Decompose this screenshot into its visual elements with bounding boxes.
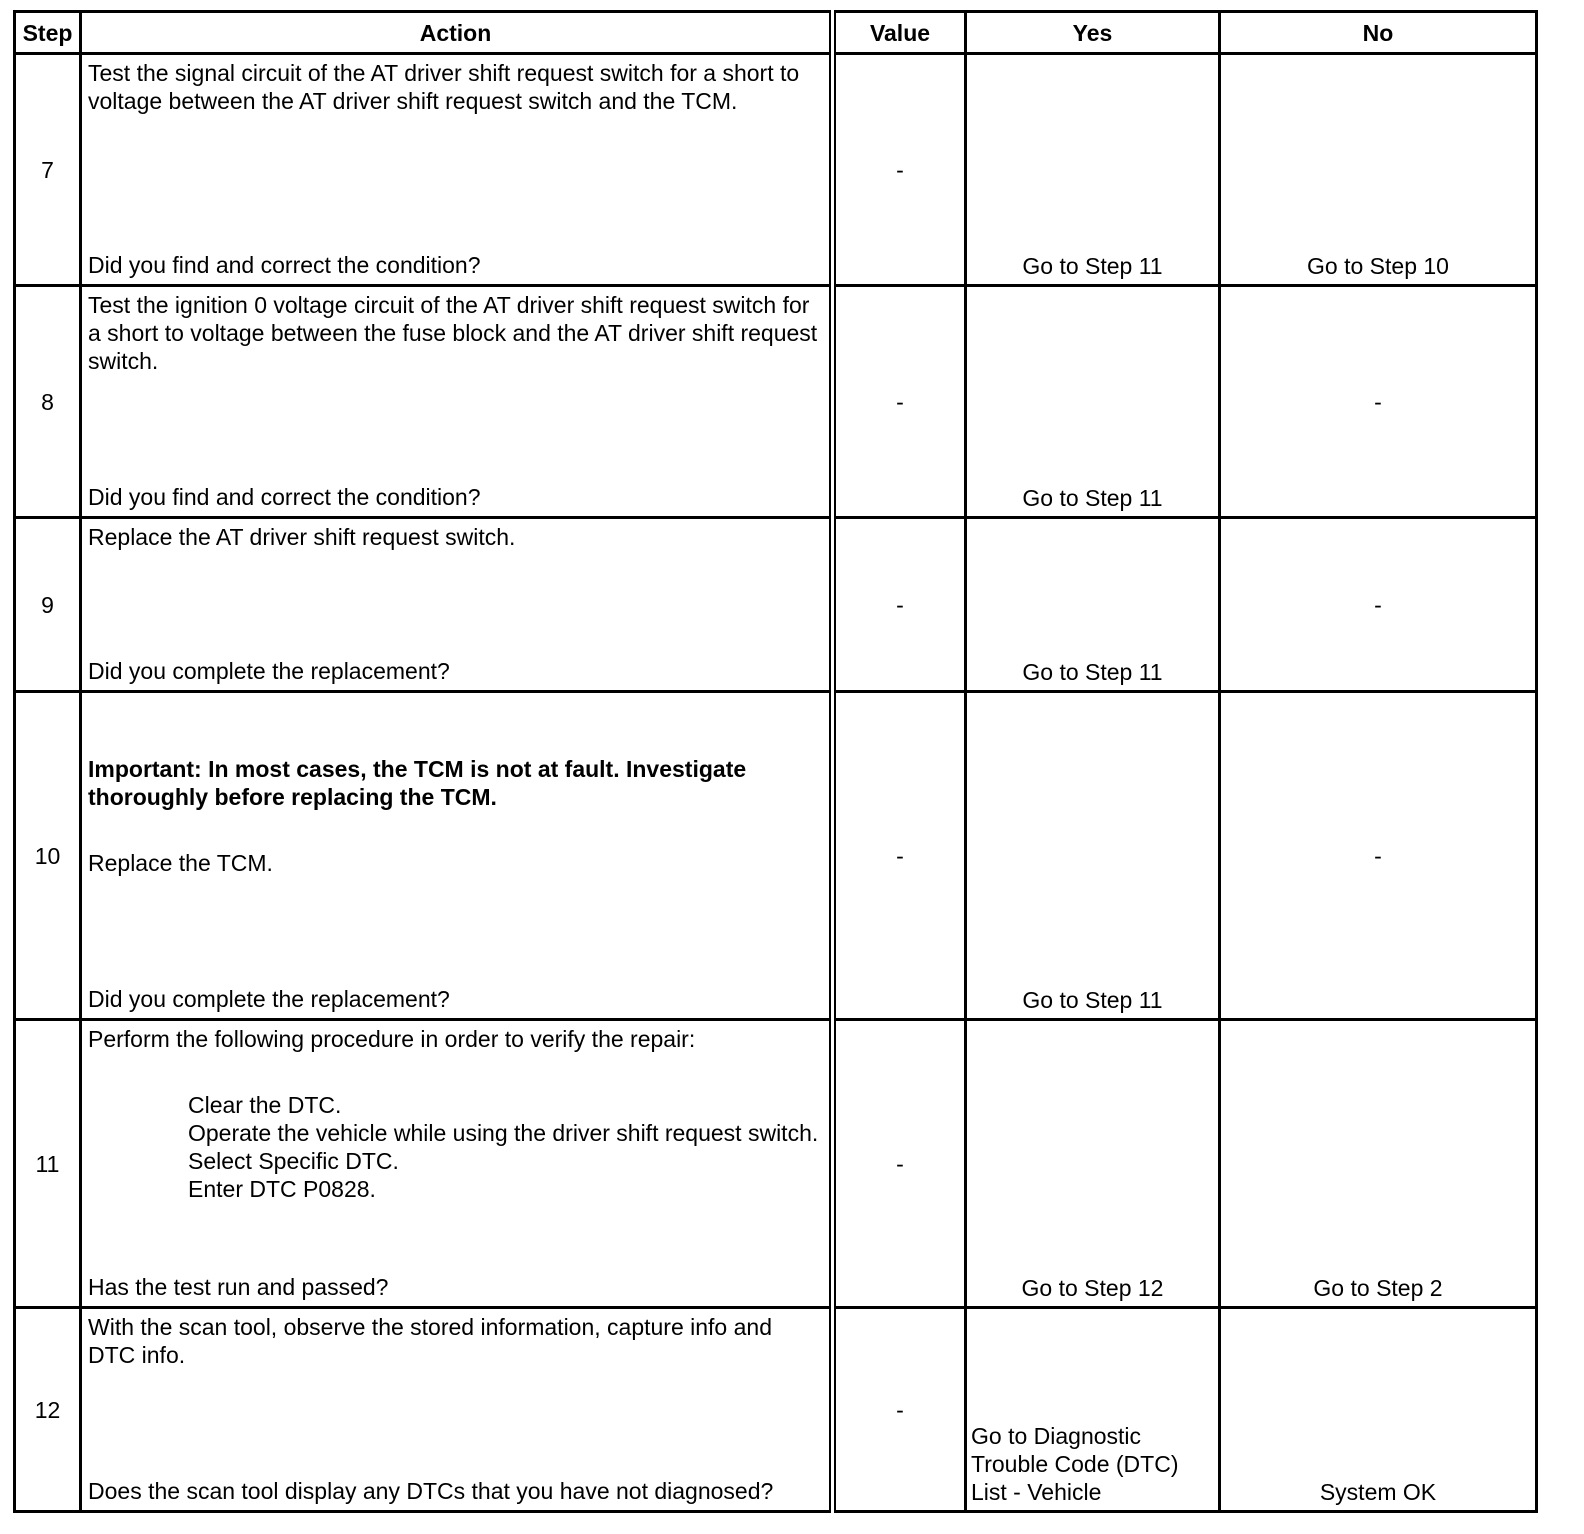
no-cell: -: [1220, 692, 1537, 1020]
no-cell: Go to Step 2: [1220, 1020, 1537, 1308]
header-value: Value: [833, 12, 966, 54]
table-row-step-7: [15, 54, 1537, 286]
yes-cell: Go to Step 11: [966, 692, 1220, 1020]
action-cell: [81, 54, 833, 286]
table-row-step-10: [15, 692, 1537, 1020]
no-cell: -: [1220, 286, 1537, 518]
value-cell: -: [833, 286, 966, 518]
no-cell: -: [1220, 518, 1537, 692]
step-number: 12: [15, 1308, 81, 1512]
value-cell: -: [833, 692, 966, 1020]
procedure-list: [88, 1091, 823, 1203]
important-note: Important: In most cases, the TCM is not at fault. Investigate thoroughly before replacing the TCM.: [88, 756, 747, 810]
action-question: Has the test run and passed?: [88, 1274, 389, 1300]
step-number: 9: [15, 518, 81, 692]
step-number: 7: [15, 54, 81, 286]
header-action: Action: [81, 12, 833, 54]
action-text: Test the signal circuit of the AT driver shift request switch for a short to voltage between the AT driver shift request switch and the TCM.: [88, 60, 800, 114]
no-cell: System OK: [1220, 1308, 1537, 1512]
value-cell: -: [833, 1020, 966, 1308]
yes-cell: Go to Step 11: [966, 286, 1220, 518]
no-cell: Go to Step 10: [1220, 54, 1537, 286]
action-text: Test the ignition 0 voltage circuit of the AT driver shift request switch for a short to voltage between the fuse block and the AT driver shift request switch.: [88, 292, 818, 374]
step-number: 8: [15, 286, 81, 518]
yes-cell: Go to Step 12: [966, 1020, 1220, 1308]
header-yes: Yes: [966, 12, 1220, 54]
action-question: Did you complete the replacement?: [88, 986, 450, 1012]
action-text: With the scan tool, observe the stored information, capture info and DTC info.: [88, 1314, 772, 1368]
action-text: Replace the TCM.: [88, 850, 273, 876]
action-text: Replace the AT driver shift request switch.: [88, 524, 516, 550]
procedure-step: Select Specific DTC.: [188, 1148, 399, 1174]
action-text: Perform the following procedure in order to verify the repair:: [88, 1026, 696, 1052]
header-no: No: [1220, 12, 1537, 54]
procedure-step: Clear the DTC.: [188, 1092, 342, 1118]
table-row-step-9: [15, 518, 1537, 692]
value-cell: -: [833, 54, 966, 286]
procedure-step: Operate the vehicle while using the driver shift request switch.: [188, 1120, 819, 1146]
yes-cell: Go to Diagnostic Trouble Code (DTC) List - Vehicle: [966, 1308, 1220, 1512]
procedure-step: Enter DTC P0828.: [188, 1176, 376, 1202]
action-question: Does the scan tool display any DTCs that you have not diagnosed?: [88, 1478, 774, 1504]
action-cell: [81, 692, 833, 1020]
action-question: Did you complete the replacement?: [88, 658, 450, 684]
table-row-step-11: [15, 1020, 1537, 1308]
action-question: Did you find and correct the condition?: [88, 252, 481, 278]
yes-cell: Go to Step 11: [966, 518, 1220, 692]
yes-cell: Go to Step 11: [966, 54, 1220, 286]
action-cell: [81, 518, 833, 692]
value-cell: -: [833, 1308, 966, 1512]
table-row-step-8: [15, 286, 1537, 518]
step-number: 10: [15, 692, 81, 1020]
action-cell: [81, 286, 833, 518]
value-cell: -: [833, 518, 966, 692]
table-row-step-12: [15, 1308, 1537, 1512]
action-cell: [81, 1020, 833, 1308]
action-question: Did you find and correct the condition?: [88, 484, 481, 510]
diagnostic-table: [13, 10, 1538, 1513]
action-cell: [81, 1308, 833, 1512]
header-row: [15, 12, 1537, 54]
header-step: Step: [15, 12, 81, 54]
step-number: 11: [15, 1020, 81, 1308]
